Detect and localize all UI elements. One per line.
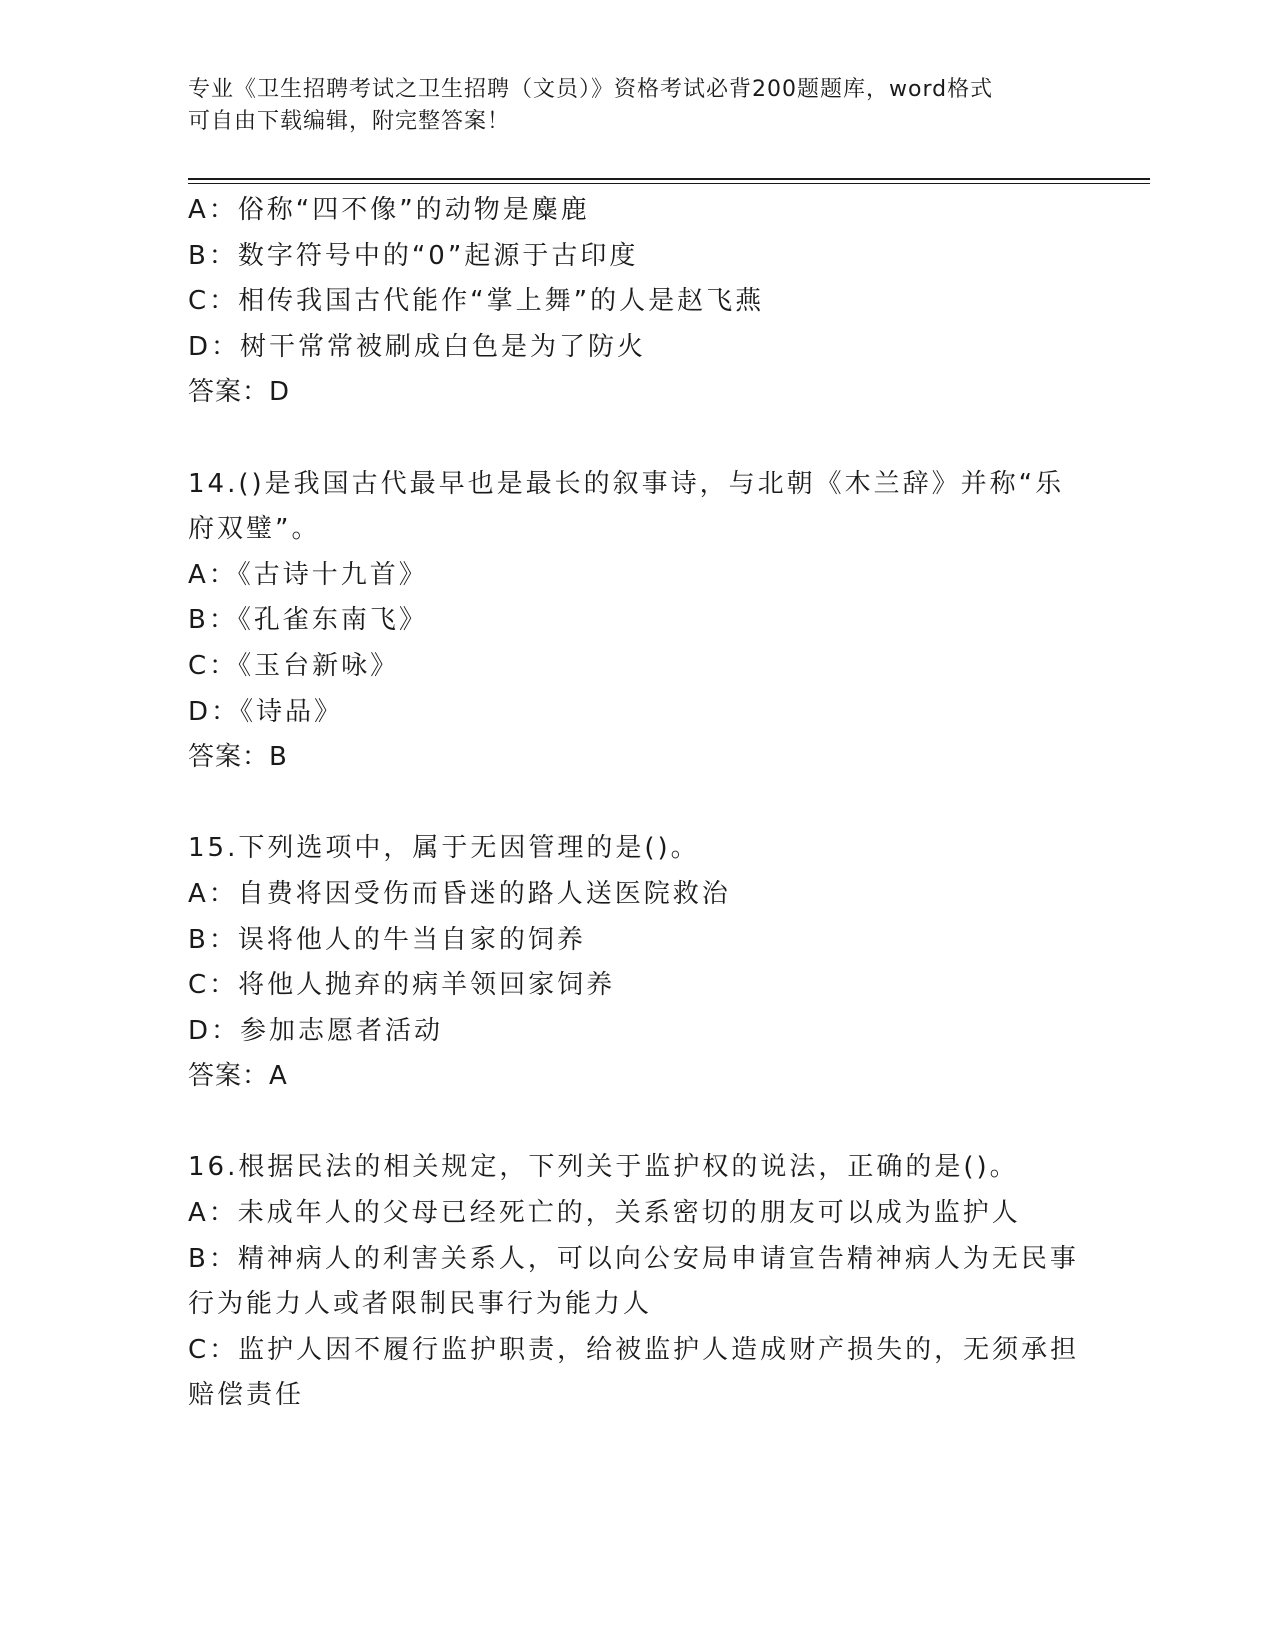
option-b: B：精神病人的利害关系人，可以向公安局申请宣告精神病人为无民事 <box>188 1243 1079 1274</box>
option-b: B：数字符号中的“0”起源于古印度 <box>188 240 639 271</box>
option-d: D：参加志愿者活动 <box>188 1015 444 1046</box>
answer-line: 答案：D <box>188 377 291 408</box>
option-b-continued: 行为能力人或者限制民事行为能力人 <box>188 1289 653 1320</box>
option-b: B：《孔雀东南飞》 <box>188 605 428 636</box>
header-rule-thick <box>188 178 1150 180</box>
option-a: A：《古诗十九首》 <box>188 559 428 590</box>
question-list <box>188 188 1088 1419</box>
question-14 <box>188 462 1088 781</box>
question-13 <box>188 188 1088 416</box>
option-c: C：监护人因不履行监护职责，给被监护人造成财产损失的，无须承担 <box>188 1334 1080 1365</box>
header-line-2: 可自由下载编辑，附完整答案！ <box>188 109 511 134</box>
option-d: D：树干常常被刷成白色是为了防火 <box>188 331 647 362</box>
spacer <box>188 416 1088 462</box>
spacer <box>188 781 1088 827</box>
spacer <box>188 1100 1088 1146</box>
header-line-1: 专业《卫生招聘考试之卫生招聘（文员）》资格考试必背200题题库，word格式 <box>188 77 994 102</box>
question-stem: 16.根据民法的相关规定，下列关于监护权的说法，正确的是()。 <box>188 1152 1019 1183</box>
option-a: A：未成年人的父母已经死亡的，关系密切的朋友可以成为监护人 <box>188 1198 1021 1229</box>
answer-line: 答案：A <box>188 1061 288 1092</box>
option-d: D：《诗品》 <box>188 696 344 727</box>
option-a: A：自费将因受伤而昏迷的路人送医院救治 <box>188 878 731 909</box>
question-15 <box>188 826 1088 1100</box>
option-b: B：误将他人的牛当自家的饲养 <box>188 924 586 955</box>
option-c-continued: 赔偿责任 <box>188 1380 305 1411</box>
question-stem: 15.下列选项中，属于无因管理的是()。 <box>188 833 700 864</box>
option-c: C：将他人抛弃的病羊领回家饲养 <box>188 970 616 1001</box>
question-16 <box>188 1145 1088 1419</box>
question-stem: 14.()是我国古代最早也是最长的叙事诗，与北朝《木兰辞》并称“乐 <box>188 468 1065 499</box>
answer-line: 答案：B <box>188 742 288 773</box>
document-header <box>188 74 1068 138</box>
option-c: C：《玉台新咏》 <box>188 650 400 681</box>
option-c: C：相传我国古代能作“掌上舞”的人是赵飞燕 <box>188 286 765 317</box>
question-stem-continued: 府双璧”。 <box>188 514 321 545</box>
header-rule-thin <box>188 183 1150 184</box>
option-a: A：俗称“四不像”的动物是麋鹿 <box>188 195 590 225</box>
